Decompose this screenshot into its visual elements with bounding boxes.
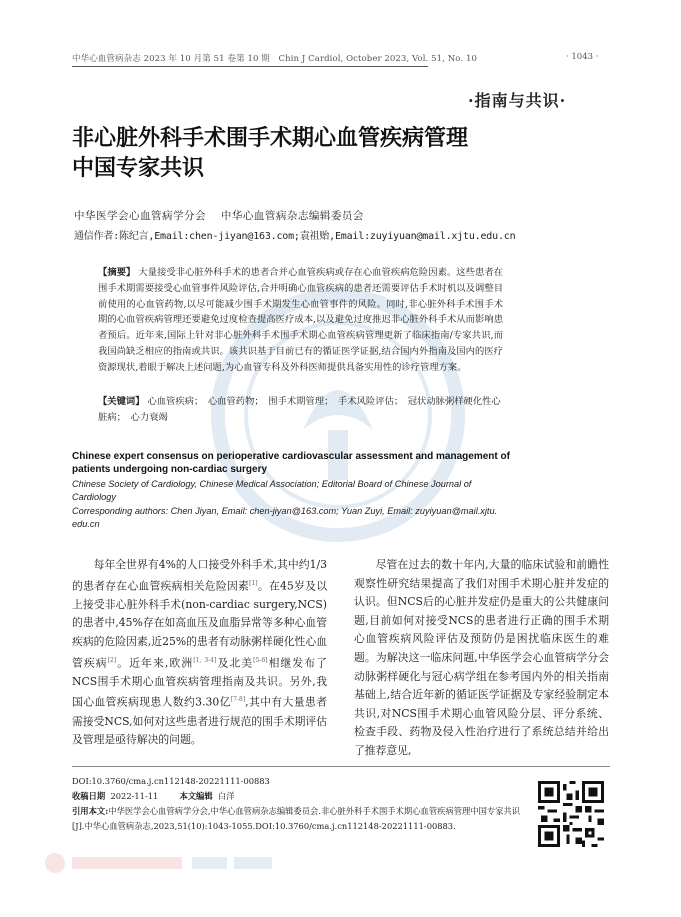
received-and-editor [72,789,527,804]
doi[interactable]: DOI:10.3760/cma.j.cn112148-20221111-00883 [72,776,270,786]
cite-label: 引用本文: [72,806,109,816]
body-right-column [354,556,609,761]
citation-ref[interactable]: [1] [249,579,258,587]
header-rule [72,66,428,67]
received-label: 收稿日期 [72,791,106,801]
english-corresponding-line-1: Corresponding authors: Chen Jiyan, Email: chen-jiyan@163.com; Yuan Zuyi, Email: zuyiyuan@mail.xjtu. [72,506,498,516]
english-title: Chinese expert consensus on perioperative cardiovascular assessment and management of patients undergoing non-cardiac surgery [72,451,510,475]
english-authors-line-1: Chinese Society of Cardiology, Chinese Medical Association; Editorial Board of Chinese Journal of [72,479,472,489]
intro-text-e: 相继发布了NCS围手术期心血管疾病管理指南及共识。另外,我国心血管疾病现患人数约3.30亿 [72,656,328,709]
article-title [72,124,542,184]
citation-ref[interactable]: [5-6] [253,656,268,664]
keywords [98,394,503,426]
qr-code-icon[interactable] [538,781,604,847]
journal-header: 中华心血管病杂志 2023 年 10 月第 51 卷第 10 期 Chin J Cardiol, October 2023, Vol. 51, No. 10 [72,54,477,64]
title-line-1: 非心脏外科手术围手术期心血管疾病管理 [72,126,469,151]
intro-text-c: 。近年来,欧洲 [116,656,194,670]
article-footer [72,774,527,834]
intro-text-b: 。在45岁及以上接受非心脏外科手术(non-cardiac surgery,NCS)的患者中,45%存在如高血压及血脂异常等多种心血管疾病的危险因素,近25%的患者有动脉粥样硬化性心血管疾病 [72,579,327,670]
cite-text: 中华医学会心血管病学分会,中华心血管病杂志编辑委员会.非心脏外科手术围手术期心血管疾病管理中国专家共识[J].中华心血管病杂志,2023,51(10):1043-1055.DOI:10.3760/cma.j.cn112148-20221111-00883. [72,806,521,831]
intro-text-d: 及北美 [216,656,254,670]
second-paragraph: 尽管在过去的数十年内,大量的临床试验和前瞻性观察性研究结果提高了我们对围手术期心脏并发症的认识。但NCS后的心脏并发症仍是重大的公共健康问题,目前如何对接受NCS的患者进行正确的围手术期心血管疾病风险评估及预防仍是困扰临床医生的难题。为解决这一临床问题,中华医学会心血管病学分会动脉粥样硬化与冠心病学组在参考国内外的相关指南基础上,结合近年新的循证医学证据及专家经验制定本共识,对NCS围手术期心血管风险分层、评分系统、检查手段、药物及侵入性治疗进行了系统总结并给出了推荐意见, [354,558,609,757]
abstract-label: 【摘要】 [98,267,136,278]
editor-name: 白洋 [217,791,235,801]
citation [72,804,527,834]
intro-text-a: 每年全世界有4%的人口接受外科手术,其中约1/3的患者存在心血管疾病相关危险因素 [72,558,327,593]
abstract-text: 大量接受非心脏外科手术的患者合并心血管疾病或存在心血管疾病危险因素。这些患者在围手术期需要接受心血管事件风险评估,合并明确心血管疾病的患者还需要评估手术时机以及调整目前使用的心血管药物,以尽可能减少围手术期发生心血管事件的风险。同时,非心脏外科手术围手术期的心血管疾病管理还要避免过度检查提高医疗成本,以及避免过度推迟非心脏外科手术从而影响患者预后。近年来,国际上针对非心脏外科手术围手术期心血管疾病管理更新了临床指南/专家共识,而我国尚缺乏相应的指南或共识。该共识基于目前已有的循证医学证据,结合国内外指南及国内的医疗资源现状,着眼于解决上述问题,为心血管专科及外科医师提供具备实用性的诊疗管理方案。 [98,267,503,373]
corresponding-authors: 通信作者:陈纪言,Email:chen-jiyan@163.com;袁祖贻,Email:zuyiyuan@mail.xjtu.edu.cn [74,231,516,242]
citation-ref[interactable]: [2] [107,656,117,664]
section-tag: ·指南与共识· [468,91,567,110]
publisher-logo-watermark [44,852,274,874]
citation-ref[interactable]: [1, 3-4] [193,656,217,664]
citation-ref[interactable]: [7-8] [230,696,246,704]
english-corresponding-line-2: edu.cn [72,519,100,529]
keywords-text: 心血管疾病； 心血管药物； 围手术期管理； 手术风险评估； 冠状动脉粥样硬化性心脏病； 心力衰竭 [98,396,501,423]
english-authors-line-2: Cardiology [72,492,116,502]
authors: 中华医学会心血管病学分会 中华心血管病杂志编辑委员会 [74,210,364,222]
intro-text-f: ,其中有大量患者需接受NCS,如何对这些患者进行规范的围手术期评估及管理是亟待解决的问题。 [72,695,327,747]
received-date: 2022-11-11 [110,791,159,801]
keywords-label: 【关键词】 [98,396,145,407]
footer-rule [72,766,610,767]
abstract [98,265,503,376]
intro-paragraph [72,556,327,750]
editor-label: 本文编辑 [179,791,213,801]
title-line-2: 中国专家共识 [72,156,205,181]
page-number: · 1043 · [566,52,599,62]
body-left-column [72,556,327,750]
